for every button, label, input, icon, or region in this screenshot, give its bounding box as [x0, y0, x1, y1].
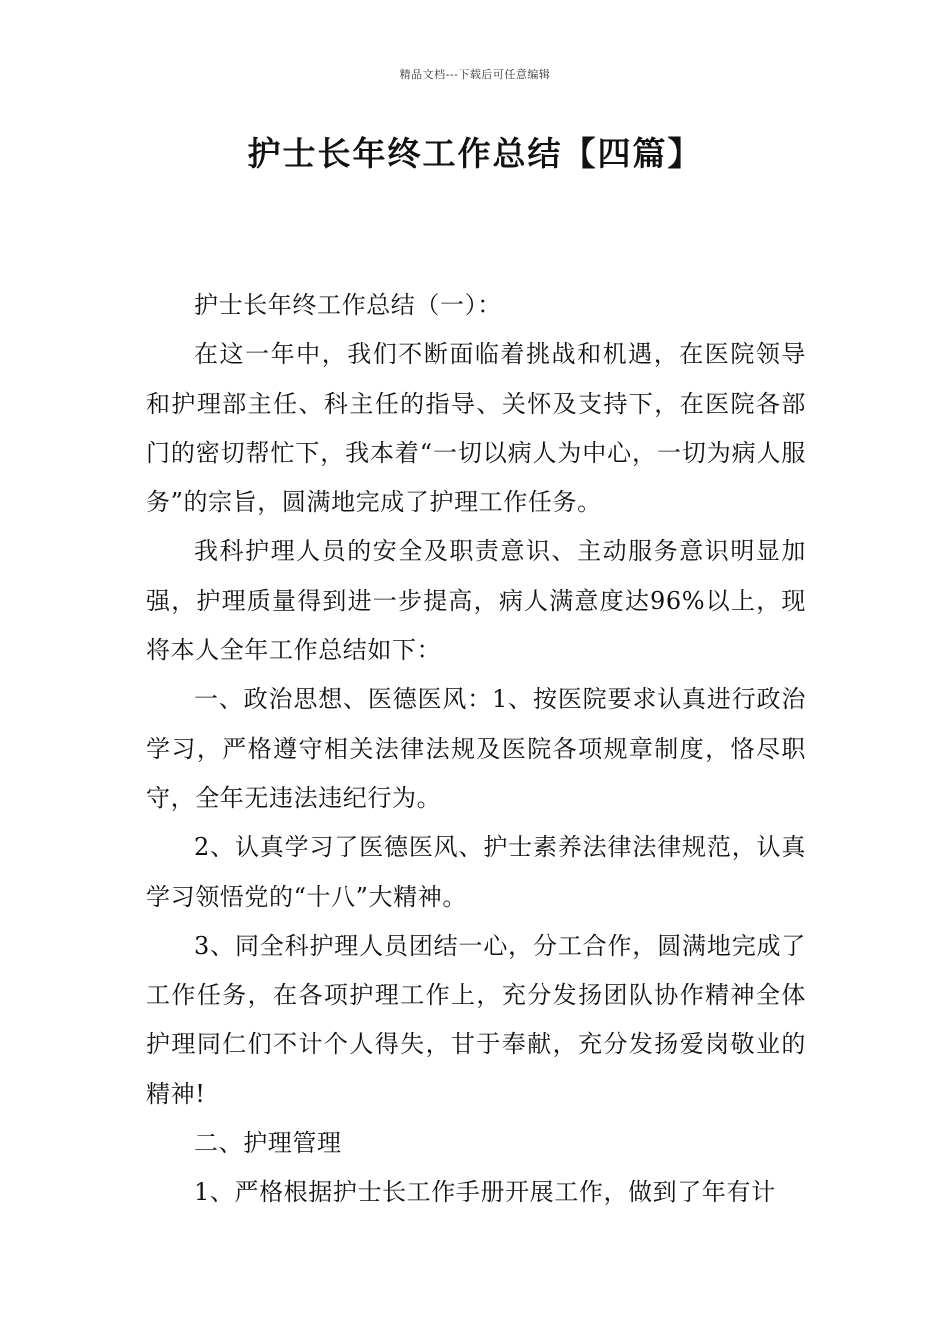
- document-title: 护士长年终工作总结【四篇】: [247, 134, 703, 173]
- document-body: [146, 281, 806, 1218]
- section-heading-nursing-management: 二、护理管理: [194, 1129, 342, 1158]
- paragraph-study: 2、认真学习了医德医风、护士素养法律法律规范，认真学习领悟党的“十八”大精神。: [146, 833, 806, 911]
- header-note: 精品文档---下载后可任意编辑: [399, 68, 551, 81]
- paragraph-teamwork: 3、同全科护理人员团结一心，分工合作，圆满地完成了工作任务，在各项护理工作上，充分发扬团队协作精神全体护理同仁们不计个人得失，甘于奉献，充分发扬爱岗敬业的精神!: [146, 931, 806, 1108]
- paragraph-political-ethics: 一、政治思想、医德医风：1、按医院要求认真进行政治学习，严格遵守相关法律法规及医院各项规章制度，恪尽职守，全年无违法违纪行为。: [146, 685, 806, 812]
- paragraph-overview: 我科护理人员的安全及职责意识、主动服务意识明显加强，护理质量得到进一步提高，病人满意度达96%以上，现将本人全年工作总结如下：: [146, 537, 806, 665]
- paragraph-intro: 在这一年中，我们不断面临着挑战和机遇，在医院领导和护理部主任、科主任的指导、关怀及支持下，在医院各部门的密切帮忙下，我本着“一切以病人为中心，一切为病人服务”的宗旨，圆满地完成了护理工作任务。: [146, 340, 806, 517]
- section-heading-summary-one: 护士长年终工作总结（一）：: [194, 291, 502, 319]
- paragraph-management-item-1: 1、严格根据护士长工作手册开展工作，做到了年有计: [194, 1178, 776, 1207]
